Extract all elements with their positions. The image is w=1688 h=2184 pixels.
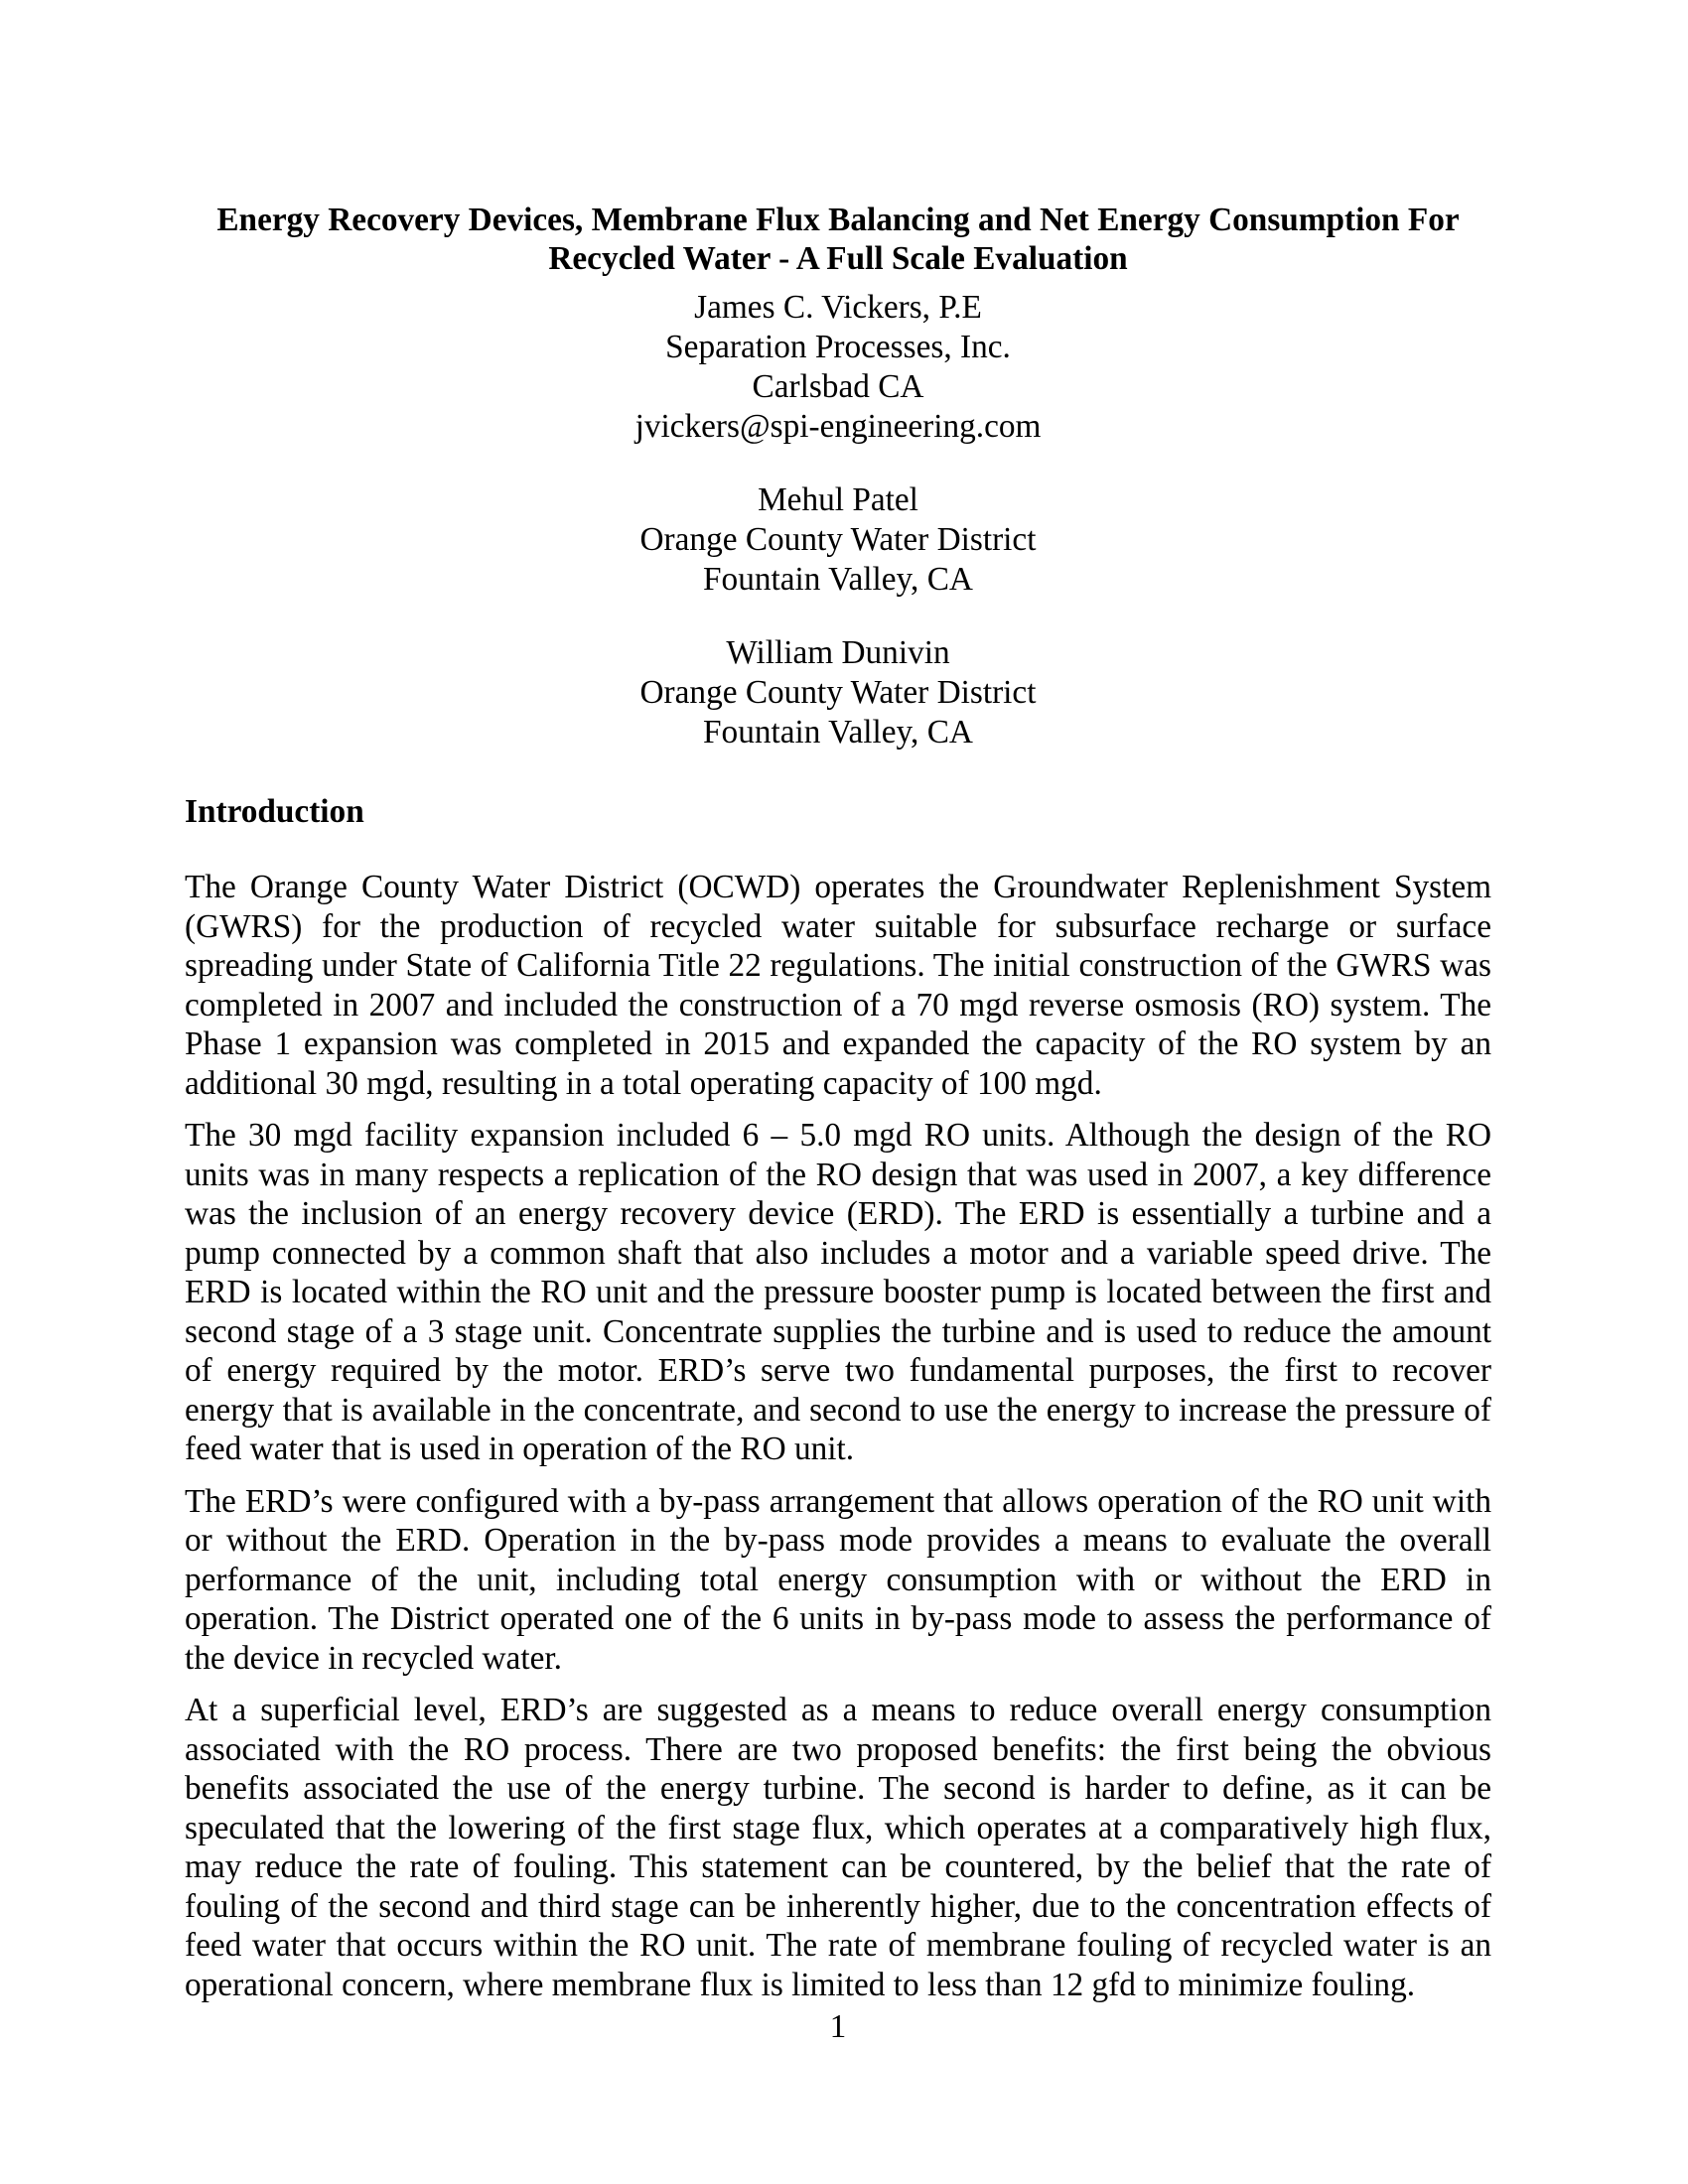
author-affiliation: Separation Processes, Inc. bbox=[665, 329, 1011, 365]
page-number: 1 bbox=[829, 2008, 847, 2045]
author-location: Fountain Valley, CA bbox=[703, 714, 973, 751]
paper-title bbox=[185, 201, 1491, 278]
author-block-3 bbox=[185, 633, 1491, 752]
author-affiliation: Orange County Water District bbox=[639, 521, 1037, 558]
page-content bbox=[185, 201, 1491, 2004]
paper-title-line-2: Recycled Water - A Full Scale Evaluation bbox=[548, 240, 1128, 277]
author-name: Mehul Patel bbox=[758, 481, 918, 518]
paper-title-line-1: Energy Recovery Devices, Membrane Flux Balancing and Net Energy Consumption For bbox=[216, 202, 1460, 238]
paragraph-4: At a superficial level, ERD’s are suggested as a means to reduce overall energy consumption associated with the RO process. There are two proposed benefits: the first being the obvious benefits associated the use of the energy turbine. The second is harder to define, as it can be speculated that the lowering of the first stage flux, which operates at a comparatively high flux, may reduce the rate of fouling. This statement can be countered, by the belief that the rate of fouling of the second and third stage can be inherently higher, due to the concentration effects of feed water that occurs within the RO unit. The rate of membrane fouling of recycled water is an operational concern, where membrane flux is limited to less than 12 gfd to minimize fouling. bbox=[185, 1692, 1491, 2003]
author-list bbox=[185, 288, 1491, 752]
author-block-2 bbox=[185, 480, 1491, 600]
paragraph-2: The 30 mgd facility expansion included 6 – 5.0 mgd RO units. Although the design of the RO units was in many respects a replication of the RO design that was used in 2007, a key difference was the inclusion of an energy recovery device (ERD). The ERD is essentially a turbine and a pump connected by a common shaft that also includes a motor and a variable speed drive. The ERD is located within the RO unit and the pressure booster pump is located between the first and second stage of a 3 stage unit. Concentrate supplies the turbine and is used to reduce the amount of energy required by the motor. ERD’s serve two fundamental purposes, the first to recover energy that is available in the concentrate, and second to use the energy to increase the pressure of feed water that is used in operation of the RO unit. bbox=[185, 1117, 1491, 1467]
author-location: Fountain Valley, CA bbox=[703, 561, 973, 598]
author-location: Carlsbad CA bbox=[752, 368, 924, 405]
author-email: jvickers@spi-engineering.com bbox=[634, 408, 1042, 445]
author-block-1 bbox=[185, 288, 1491, 447]
author-name: William Dunivin bbox=[726, 634, 950, 671]
section-heading-introduction: Introduction bbox=[185, 793, 364, 830]
paragraph-1: The Orange County Water District (OCWD) operates the Groundwater Replenishment System (GWRS) for the production of recycled water suitable for subsurface recharge or surface spreading under State of California Title 22 regulations. The initial construction of the GWRS was completed in 2007 and included the construction of a 70 mgd reverse osmosis (RO) system. The Phase 1 expansion was completed in 2015 and expanded the capacity of the RO system by an additional 30 mgd, resulting in a total operating capacity of 100 mgd. bbox=[185, 869, 1491, 1102]
author-name: James C. Vickers, P.E bbox=[694, 289, 982, 326]
author-affiliation: Orange County Water District bbox=[639, 674, 1037, 711]
paragraph-3: The ERD’s were configured with a by-pass arrangement that allows operation of the RO unit with or without the ERD. Operation in the by-pass mode provides a means to evaluate the overall performance of the unit, including total energy consumption with or without the ERD in operation. The District operated one of the 6 units in by-pass mode to assess the performance of the device in recycled water. bbox=[185, 1482, 1491, 1677]
